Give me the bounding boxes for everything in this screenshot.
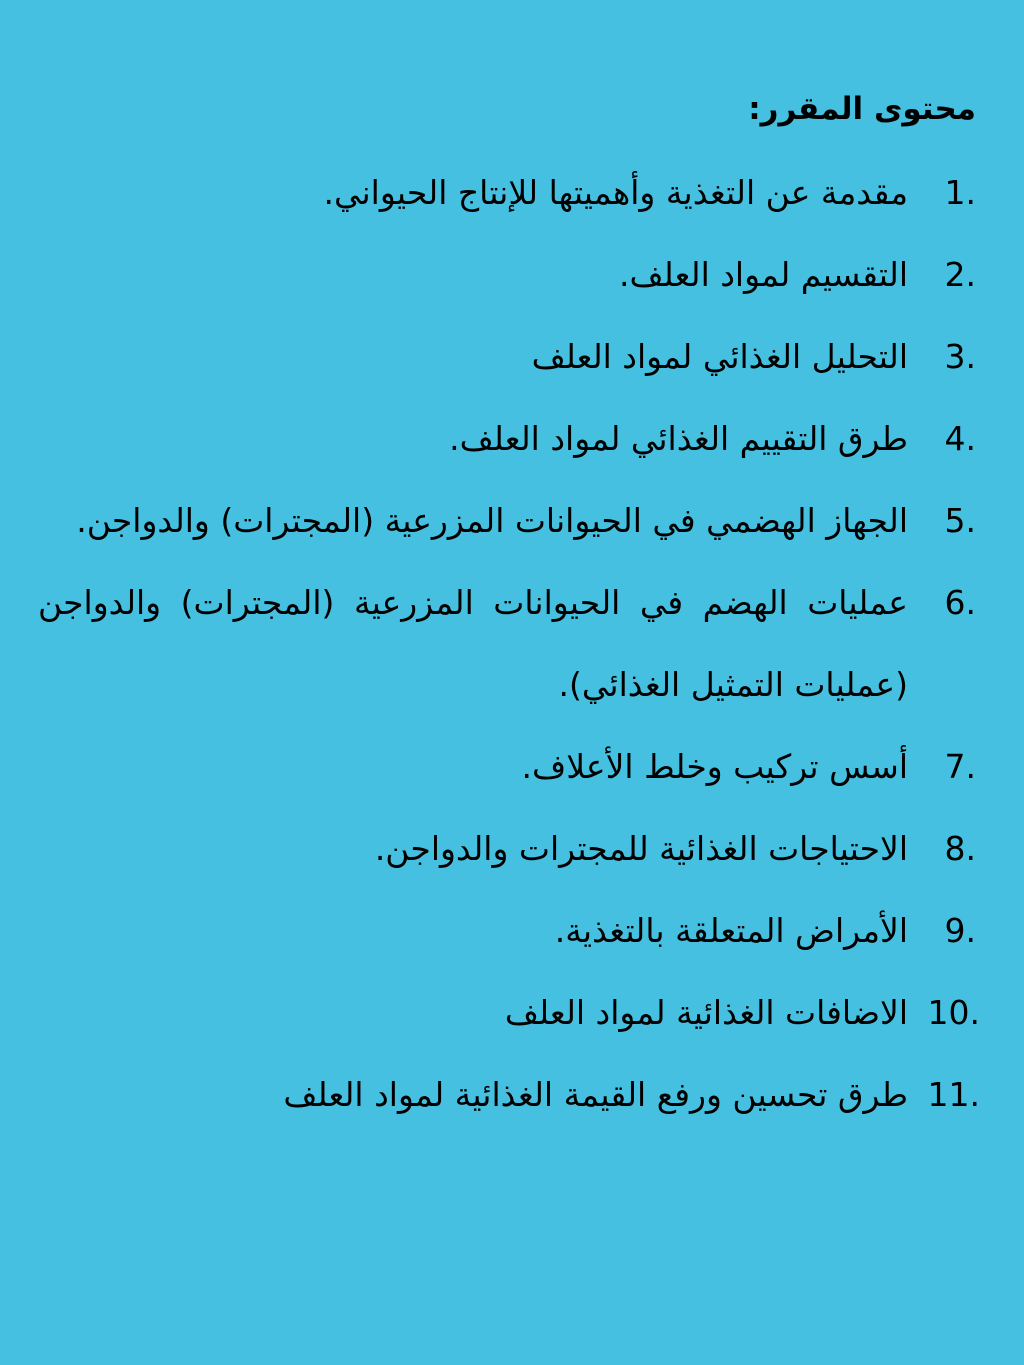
item-number: 11.: [927, 1075, 980, 1114]
item-text: الاضافات الغذائية لمواد العلف: [504, 993, 908, 1032]
item-text: التحليل الغذائي لمواد العلف: [531, 337, 908, 376]
item-number: 8.: [944, 829, 976, 868]
list-item: [38, 480, 976, 562]
list-item: [38, 316, 976, 398]
list-item: [38, 152, 976, 234]
item-text: الاحتياجات الغذائية للمجترات والدواجن.: [374, 829, 908, 868]
item-text: الجهاز الهضمي في الحيوانات المزرعية (المجترات) والدواجن.: [76, 501, 908, 540]
item-text: مقدمة عن التغذية وأهميتها للإنتاج الحيواني.: [323, 173, 908, 212]
item-text: طرق تحسين ورفع القيمة الغذائية لمواد العلف: [283, 1075, 908, 1114]
content-list: [38, 152, 980, 1136]
item-number: 3.: [944, 337, 976, 376]
item-text: الأمراض المتعلقة بالتغذية.: [554, 911, 908, 950]
item-text: عمليات الهضم في الحيوانات المزرعية (المجترات) والدواجن (عمليات التمثيل الغذائي).: [38, 583, 908, 704]
list-item: [38, 234, 976, 316]
list-item: [38, 562, 976, 726]
item-number: 6.: [944, 583, 976, 622]
item-number: 1.: [944, 173, 976, 212]
item-number: 4.: [944, 419, 976, 458]
item-number: 5.: [944, 501, 976, 540]
list-item: [38, 972, 980, 1054]
list-item: [38, 398, 976, 480]
list-item: [38, 890, 976, 972]
item-text: أسس تركيب وخلط الأعلاف.: [521, 747, 908, 786]
item-text: طرق التقييم الغذائي لمواد العلف.: [449, 419, 908, 458]
list-item: [38, 808, 976, 890]
item-number: 9.: [944, 911, 976, 950]
list-item: [38, 726, 976, 808]
item-number: 2.: [944, 255, 976, 294]
item-number: 7.: [944, 747, 976, 786]
list-item: [38, 1054, 980, 1136]
item-text: التقسيم لمواد العلف.: [619, 255, 908, 294]
page-title: محتوى المقرر:: [748, 91, 976, 127]
item-number: 10.: [927, 993, 980, 1032]
